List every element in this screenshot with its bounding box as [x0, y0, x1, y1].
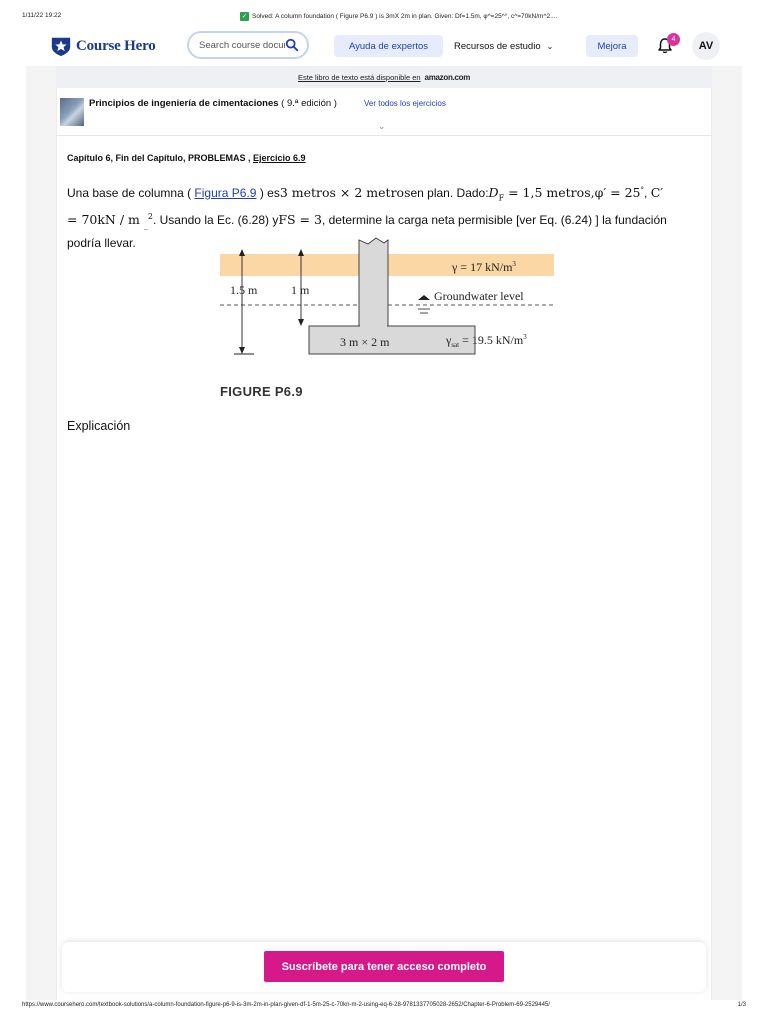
math-dimensions: 3 metros × 2 metros	[279, 185, 411, 201]
gamma-sat-sup: 3	[523, 333, 527, 341]
water-table-icon	[418, 295, 430, 300]
breadcrumb	[67, 153, 306, 163]
math-phi	[595, 185, 644, 200]
groundwater-label: Groundwater level	[434, 289, 524, 303]
search-input[interactable]	[199, 40, 285, 51]
book-cover-thumbnail[interactable]	[60, 98, 84, 126]
expand-chevron-icon[interactable]: ⌄	[378, 121, 386, 131]
depth-label-1: 1 m	[291, 283, 310, 297]
math-fs: FS = 3	[278, 211, 322, 227]
breadcrumb-chapter: Capítulo 6, Fin del Capítulo, PROBLEMAS ,	[67, 153, 251, 163]
math-df-symbol: D	[488, 185, 499, 201]
print-url: https://www.coursehero.com/textbook-solutions/a-column-foundation-figure-p6-9-is-3m-2m-in-plan-given-df-1-5m-25-c-70kn-m-2-using-eq-6-28-9781337705028-2652/Chapter-6-Problem-69-2529445/	[22, 1002, 550, 1008]
figure-link[interactable]: Figura P6.9	[194, 186, 257, 201]
figure-caption: FIGURE P6.9	[220, 384, 303, 399]
breadcrumb-exercise[interactable]: Ejercicio 6.9	[253, 153, 306, 163]
arrow-up-icon	[298, 249, 304, 256]
textbook-header	[56, 96, 712, 136]
search-icon[interactable]	[285, 38, 299, 52]
course-hero-logo[interactable]	[50, 35, 156, 57]
math-cohesion-sub: _	[143, 220, 148, 230]
study-resources-label: Recursos de estudio	[454, 40, 541, 52]
gamma-sat-value: = 19.5 kN/m	[459, 333, 524, 347]
subscribe-button[interactable]: Suscríbete para tener acceso completo	[264, 951, 504, 982]
gamma-label	[451, 260, 516, 274]
logo-text: Course Hero	[76, 37, 156, 54]
view-all-exercises-link[interactable]: Ver todos los ejercicios	[364, 99, 446, 108]
arrow-up-icon	[239, 249, 245, 256]
explanation-heading: Explicación	[67, 419, 131, 433]
notification-badge: 4	[667, 33, 680, 46]
expert-help-button[interactable]: Ayuda de expertos	[334, 35, 443, 57]
depth-label-15: 1.5 m	[230, 283, 258, 297]
problem-text-4: ,	[644, 186, 648, 201]
study-resources-menu[interactable]	[454, 35, 553, 57]
shield-star-icon	[50, 35, 72, 57]
problem-text-6: , determine la carga neta permisible [ver Eq. (6.24) ] la fundación podría llevar.	[67, 212, 667, 251]
print-header	[0, 0, 768, 30]
user-avatar[interactable]: AV	[692, 32, 720, 60]
print-title-text: Solved: A column foundation ( Figure P6.9 ) is 3mX 2m in plan. Given: Df=1.5m, φ^=25^°, c^=70kN/m^2....	[252, 13, 558, 20]
amazon-banner[interactable]	[56, 66, 712, 88]
arrow-down-icon	[298, 319, 304, 326]
column-footing-joint	[360, 325, 387, 327]
upgrade-button[interactable]: Mejora	[586, 35, 638, 57]
math-cohesion-sup: 2	[147, 211, 153, 221]
math-cohesion-value: C′ = 70kN / m	[67, 185, 664, 227]
column-shaft	[359, 238, 388, 326]
gamma-sup: 3	[512, 260, 516, 268]
chevron-down-icon: ⌄	[546, 41, 554, 51]
print-date: 1/11/22 19:22	[22, 12, 62, 19]
print-footer	[22, 1002, 746, 1008]
print-page-number: 1/3	[737, 1002, 746, 1008]
gamma-value: γ = 17 kN/m	[452, 260, 513, 274]
math-phi-degree: °	[640, 186, 644, 194]
gamma-sat-sub: sat	[451, 341, 460, 349]
gamma-sat-symbol: γ	[446, 333, 452, 347]
book-title	[89, 98, 337, 109]
top-navbar	[0, 30, 768, 62]
footing-label: 3 m × 2 m	[340, 335, 390, 349]
amazon-logo: amazon.com	[424, 72, 471, 82]
problem-text-5: . Usando la Ec. (6.28) y	[152, 212, 279, 227]
print-title	[240, 12, 557, 21]
book-edition: ( 9.ª edición )	[278, 98, 337, 109]
arrow-down-icon	[239, 347, 245, 354]
math-df-sub: F	[498, 193, 505, 203]
problem-text-1: Una base de columna (	[67, 186, 192, 201]
math-df-value: = 1,5 metros,	[504, 185, 595, 201]
foundation-figure	[218, 236, 558, 406]
problem-text-3: en plan. Dado:	[410, 186, 489, 201]
math-phi-value: φ′ = 25	[594, 185, 641, 201]
problem-text-2: ) es	[259, 186, 280, 201]
math-df	[488, 185, 595, 203]
check-icon: ✓	[241, 13, 248, 20]
book-title-text: Principios de ingeniería de cimentaciones	[89, 98, 279, 109]
search-box	[187, 31, 309, 59]
amazon-banner-text: Este libro de texto está disponible en	[297, 72, 421, 82]
